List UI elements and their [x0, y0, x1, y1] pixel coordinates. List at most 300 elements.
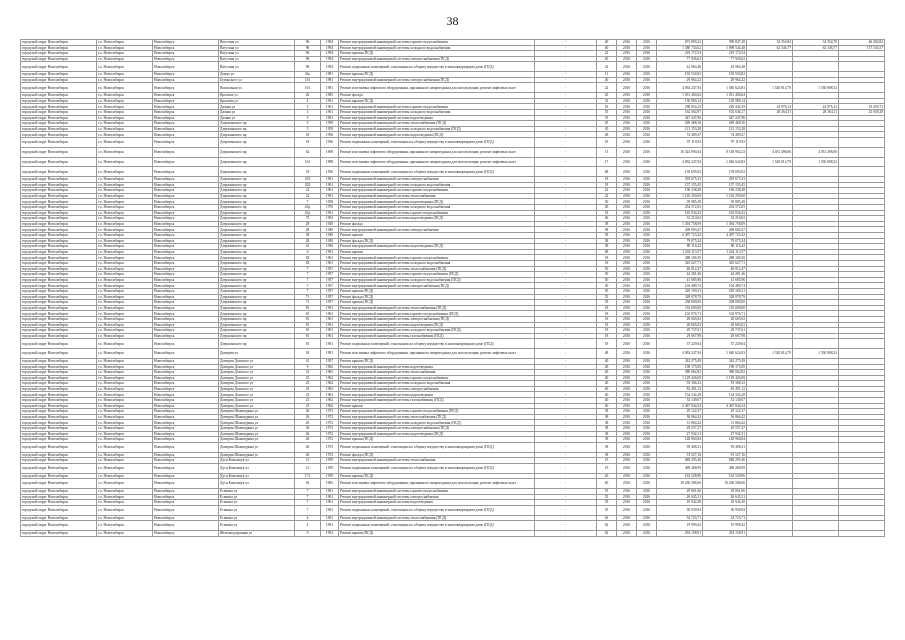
cell-work-type: Ремонт крыши (ПСД)	[339, 300, 535, 306]
cell-cost-fund: 18 942,40	[703, 500, 747, 506]
cell-district: г.о. Новосибирск	[97, 431, 153, 437]
cell-cost-fund: 29 061,66	[703, 488, 747, 494]
cell-street: Есенина ул	[219, 500, 295, 506]
cell-year-end: 2016	[637, 414, 657, 420]
cell-work-type: Ремонт внутридомовой инженерной системы электроснабжения (ПСД)	[339, 56, 535, 62]
cell-wear-percent: 58	[597, 238, 617, 244]
cell-house-number: 161	[295, 83, 321, 93]
cell-municipality: городской округ Новосибирск	[21, 349, 97, 359]
cell-cost-fund: 52 149,07	[703, 398, 747, 404]
cell-street: Железнодорожная ул	[219, 530, 295, 536]
cell-settlement: Новосибирск	[153, 233, 219, 239]
cell-municipality: городской округ Новосибирск	[21, 500, 97, 506]
cell-year-start: 2016	[617, 244, 637, 250]
cell-wear-percent: 19	[597, 458, 617, 464]
cell-wear-percent: 18	[597, 137, 617, 147]
table-row	[21, 62, 885, 72]
cell-year-start: 2016	[617, 233, 637, 239]
cell-municipality: городской округ Новосибирск	[21, 277, 97, 283]
cell-work-type: Ремонт внутридомовой инженерной системы горячего водоснабжения	[339, 255, 535, 261]
cell-district: г.о. Новосибирск	[97, 349, 153, 359]
cell-district: г.о. Новосибирск	[97, 294, 153, 300]
cell-cost-fund: 102 646,17	[703, 109, 747, 115]
cell-year-end: 2016	[637, 442, 657, 452]
table-row	[21, 147, 885, 157]
cell-year-built: 1956	[321, 132, 339, 138]
cell-year-end: 2016	[637, 364, 657, 370]
cell-work-type: Ремонт фасада (ПСД)	[339, 294, 535, 300]
cell-marker: -	[535, 132, 597, 138]
cell-year-built: 1957	[321, 288, 339, 294]
cell-district: г.о. Новосибирск	[97, 322, 153, 328]
cell-marker: -	[535, 227, 597, 233]
cell-total-cost: 162 364,97	[657, 109, 703, 115]
cell-wear-percent: 11	[597, 72, 617, 78]
cell-year-start: 2016	[617, 398, 637, 404]
cell-year-end: 2016	[637, 288, 657, 294]
cell-year-end: 2016	[637, 452, 657, 458]
cell-street: Дзержинского пр	[219, 283, 295, 289]
cell-year-built: 1962	[321, 403, 339, 409]
cell-municipality: городской округ Новосибирск	[21, 431, 97, 437]
cell-year-start: 2016	[617, 221, 637, 227]
cell-total-cost: 97 119,92	[657, 137, 703, 147]
cell-municipality: городской округ Новосибирск	[21, 137, 97, 147]
cell-year-built: 1976	[321, 205, 339, 211]
cell-cost-fund: 148 904,84	[703, 437, 747, 443]
cell-wear-percent: 18	[597, 305, 617, 311]
cell-year-start: 2016	[617, 104, 637, 110]
cell-year-built: 1962	[321, 392, 339, 398]
cell-cost-fund: 1 040 624,83	[703, 157, 747, 167]
cell-work-type: Ремонт внутридомовой инженерной системы холодного водоснабжения (ПСД)	[339, 277, 535, 283]
cell-settlement: Новосибирск	[153, 420, 219, 426]
cell-cost-budget-2: 62 346,77	[793, 45, 839, 51]
cell-district: г.о. Новосибирск	[97, 473, 153, 479]
cell-cost-budget-1: 1 520 814,79	[747, 83, 793, 93]
cell-wear-percent: 50	[597, 266, 617, 272]
cell-street: Дзержинского пр	[219, 339, 295, 349]
cell-work-type: Ремонт крыши (ПСД)	[339, 530, 535, 536]
cell-settlement: Новосибирск	[153, 283, 219, 289]
cell-district: г.о. Новосибирск	[97, 205, 153, 211]
cell-house-number: 81	[295, 333, 321, 339]
cell-settlement: Новосибирск	[153, 272, 219, 278]
cell-year-built: 1957	[321, 277, 339, 283]
cell-year-built: 1961	[321, 104, 339, 110]
cell-municipality: городской округ Новосибирск	[21, 370, 97, 376]
table-row	[21, 157, 885, 167]
cell-street: Дуси Ковальчук ул	[219, 473, 295, 479]
cell-total-cost: 238 000,00	[657, 300, 703, 306]
cell-year-start: 2016	[617, 300, 637, 306]
cell-street: Дмитрия Донского ул	[219, 381, 295, 387]
cell-street: Дмитрия ул	[219, 349, 295, 359]
cell-year-start: 2016	[617, 255, 637, 261]
cell-work-type: Ремонт крыши (ПСД)	[339, 437, 535, 443]
cell-year-built: 1972	[321, 437, 339, 443]
cell-marker: -	[535, 300, 597, 306]
cell-year-end: 2016	[637, 121, 657, 127]
cell-municipality: городской округ Новосибирск	[21, 210, 97, 216]
cell-settlement: Новосибирск	[153, 167, 219, 177]
cell-settlement: Новосибирск	[153, 288, 219, 294]
cell-year-end: 2016	[637, 255, 657, 261]
cell-year-built: 1961	[321, 316, 339, 322]
cell-house-number: 12	[295, 463, 321, 473]
cell-year-start: 2016	[617, 72, 637, 78]
cell-total-cost: 29 964,22	[657, 77, 703, 83]
cell-house-number: 28	[295, 221, 321, 227]
cell-municipality: городской округ Новосибирск	[21, 221, 97, 227]
cell-cost-fund: 29 122,37	[703, 409, 747, 415]
cell-cost-budget-2: 1 530 808,32	[793, 349, 839, 359]
cell-year-start: 2016	[617, 62, 637, 72]
cell-cost-fund: 139 695,02	[703, 167, 747, 177]
cell-marker: -	[535, 409, 597, 415]
cell-year-built: 1959	[321, 458, 339, 464]
cell-year-built: 1962	[321, 370, 339, 376]
cell-cost-budget-2	[793, 442, 839, 452]
cell-year-built: 1972	[321, 414, 339, 420]
cell-year-start: 2016	[617, 403, 637, 409]
cell-year-end: 2016	[637, 358, 657, 364]
cell-year-built: 1957	[321, 300, 339, 306]
cell-district: г.о. Новосибирск	[97, 210, 153, 216]
cell-street: Дуси Ковальчук ул	[219, 458, 295, 464]
cell-year-end: 2016	[637, 249, 657, 255]
cell-settlement: Новосибирск	[153, 311, 219, 317]
cell-municipality: городской округ Новосибирск	[21, 521, 97, 531]
cell-year-end: 2016	[637, 530, 657, 536]
cell-work-type: Ремонт подвальных помещений, относящихся к общему имуществу в многоквартирном доме (ПСД)	[339, 137, 535, 147]
cell-work-type: Ремонт внутридомовой инженерной системы горячего водоснабжения	[339, 488, 535, 494]
cell-settlement: Новосибирск	[153, 530, 219, 536]
cell-district: г.о. Новосибирск	[97, 132, 153, 138]
cell-cost-owners: 19 459,72	[839, 104, 885, 110]
cell-cost-owners	[839, 339, 885, 349]
cell-house-number: 161	[295, 77, 321, 83]
cell-house-number: 22	[295, 188, 321, 194]
cell-work-type: Ремонт фасада	[339, 221, 535, 227]
cell-year-start: 2016	[617, 199, 637, 205]
cell-wear-percent: 38	[597, 414, 617, 420]
cell-cost-fund: 234 572,05	[703, 205, 747, 211]
cell-street: Белинского ул	[219, 77, 295, 83]
cell-street: Дачная ул	[219, 104, 295, 110]
cell-year-built: 1956	[321, 244, 339, 250]
cell-settlement: Новосибирск	[153, 358, 219, 364]
cell-year-end: 2016	[637, 56, 657, 62]
cell-wear-percent: 45	[597, 121, 617, 127]
cell-wear-percent: 45	[597, 93, 617, 99]
cell-street: Ватутина ул	[219, 45, 295, 51]
cell-cost-fund: 345 627,71	[703, 261, 747, 267]
cell-cost-budget-1	[747, 505, 793, 515]
cell-wear-percent: 48	[597, 167, 617, 177]
cell-district: г.о. Новосибирск	[97, 188, 153, 194]
cell-municipality: городской округ Новосибирск	[21, 261, 97, 267]
cell-total-cost: 33 210,62	[657, 216, 703, 222]
cell-house-number: 18	[295, 349, 321, 359]
cell-district: г.о. Новосибирск	[97, 121, 153, 127]
cell-cost-fund: 1 165 250,60	[703, 193, 747, 199]
cell-street: Дзержинского пр	[219, 216, 295, 222]
cell-work-type: Ремонт внутридомовой инженерной системы теплоснабжения (ПСД)	[339, 414, 535, 420]
cell-wear-percent: 38	[597, 420, 617, 426]
cell-district: г.о. Новосибирск	[97, 300, 153, 306]
cell-year-start: 2016	[617, 386, 637, 392]
cell-district: г.о. Новосибирск	[97, 167, 153, 177]
cell-street: Дачная ул	[219, 115, 295, 121]
cell-year-start: 2016	[617, 305, 637, 311]
cell-street: Дмитрия Донского ул	[219, 386, 295, 392]
cell-district: г.о. Новосибирск	[97, 40, 153, 46]
cell-total-cost: 1 380 734,62	[657, 45, 703, 51]
cell-year-start: 2016	[617, 147, 637, 157]
cell-street: Дзержинского пр	[219, 132, 295, 138]
cell-wear-percent: 26	[597, 473, 617, 479]
cell-year-built: 1962	[321, 398, 339, 404]
cell-marker: -	[535, 109, 597, 115]
cell-year-built: 1994	[321, 40, 339, 46]
cell-work-type: Ремонт внутридомовой инженерной системы холодного водоснабжения	[339, 381, 535, 387]
cell-total-cost: 121 153,28	[657, 126, 703, 132]
cell-cost-budget-1	[747, 167, 793, 177]
cell-work-type: Ремонт внутридомовой инженерной системы теплоснабжения	[339, 458, 535, 464]
cell-cost-budget-1	[747, 62, 793, 72]
cell-marker: -	[535, 414, 597, 420]
cell-total-cost: 229 100,31	[657, 288, 703, 294]
cell-wear-percent: 40	[597, 392, 617, 398]
cell-wear-percent: 17	[597, 157, 617, 167]
cell-wear-percent: 40	[597, 45, 617, 51]
cell-year-built: 1981	[321, 349, 339, 359]
cell-street: Дмитрия Донского ул	[219, 392, 295, 398]
cell-year-built: 1961	[321, 249, 339, 255]
cell-street: Дмитрия Донского ул	[219, 403, 295, 409]
cell-marker: -	[535, 238, 597, 244]
cell-year-end: 2016	[637, 333, 657, 339]
cell-year-start: 2016	[617, 437, 637, 443]
cell-municipality: городской округ Новосибирск	[21, 300, 97, 306]
cell-total-cost: 30 930,94	[657, 505, 703, 515]
cell-total-cost: 288 106,50	[657, 255, 703, 261]
cell-year-built: 1961	[321, 98, 339, 104]
cell-settlement: Новосибирск	[153, 244, 219, 250]
cell-street: Есенина ул	[219, 494, 295, 500]
cell-marker: -	[535, 56, 597, 62]
cell-year-built: 1994	[321, 51, 339, 57]
cell-year-start: 2016	[617, 530, 637, 536]
cell-house-number: 9	[295, 364, 321, 370]
cell-house-number: 18	[295, 137, 321, 147]
cell-cost-budget-2	[793, 505, 839, 515]
cell-municipality: городской округ Новосибирск	[21, 283, 97, 289]
cell-wear-percent: 46	[597, 216, 617, 222]
capital-repair-table	[20, 39, 885, 537]
cell-settlement: Новосибирск	[153, 370, 219, 376]
cell-wear-percent: 38	[597, 409, 617, 415]
cell-work-type: Ремонт крыши (ПСД)	[339, 51, 535, 57]
cell-district: г.о. Новосибирск	[97, 381, 153, 387]
cell-wear-percent: 40	[597, 56, 617, 62]
cell-street: Дмитрия Донского ул	[219, 398, 295, 404]
cell-municipality: городской округ Новосибирск	[21, 83, 97, 93]
cell-district: г.о. Новосибирск	[97, 272, 153, 278]
cell-district: г.о. Новосибирск	[97, 56, 153, 62]
cell-cost-fund: 380 062,82	[703, 370, 747, 376]
cell-year-built: 1962	[321, 364, 339, 370]
cell-year-end: 2016	[637, 45, 657, 51]
cell-house-number: 161	[295, 157, 321, 167]
cell-cost-fund: 192 534,82	[703, 72, 747, 78]
cell-cost-fund: 46 012,47	[703, 266, 747, 272]
cell-year-built: 1957	[321, 272, 339, 278]
cell-municipality: городской округ Новосибирск	[21, 328, 97, 334]
cell-street: Дзержинского пр	[219, 288, 295, 294]
cell-cost-fund: 293 675,33	[703, 177, 747, 183]
cell-settlement: Новосибирск	[153, 294, 219, 300]
cell-year-end: 2016	[637, 479, 657, 489]
cell-cost-fund: 328 978,79	[703, 294, 747, 300]
cell-year-start: 2016	[617, 339, 637, 349]
cell-municipality: городской округ Новосибирск	[21, 233, 97, 239]
cell-year-end: 2016	[637, 72, 657, 78]
cell-municipality: городской округ Новосибирск	[21, 266, 97, 272]
cell-marker: -	[535, 426, 597, 432]
cell-year-built: 1952	[321, 530, 339, 536]
cell-year-built: 1956	[321, 167, 339, 177]
cell-year-end: 2016	[637, 458, 657, 464]
cell-cost-budget-2: 34 354,70	[793, 40, 839, 46]
cell-municipality: городской округ Новосибирск	[21, 109, 97, 115]
cell-municipality: городской округ Новосибирск	[21, 104, 97, 110]
cell-street: Дзержинского пр	[219, 205, 295, 211]
cell-year-end: 2016	[637, 403, 657, 409]
cell-district: г.о. Новосибирск	[97, 193, 153, 199]
cell-total-cost: 192 534,82	[657, 72, 703, 78]
cell-wear-percent: 55	[597, 488, 617, 494]
cell-marker: -	[535, 515, 597, 521]
cell-district: г.о. Новосибирск	[97, 420, 153, 426]
cell-marker: -	[535, 392, 597, 398]
cell-work-type: Ремонт внутридомовой инженерной системы электроснабжения	[339, 386, 535, 392]
cell-wear-percent: 19	[597, 463, 617, 473]
cell-total-cost: 52 149,07	[657, 398, 703, 404]
cell-district: г.о. Новосибирск	[97, 386, 153, 392]
cell-work-type: Ремонт внутридомовой инженерной системы холодного водоснабжения (ПСД)	[339, 420, 535, 426]
cell-settlement: Новосибирск	[153, 431, 219, 437]
cell-settlement: Новосибирск	[153, 147, 219, 157]
cell-year-built: 1957	[321, 358, 339, 364]
cell-total-cost: 347 247,96	[657, 115, 703, 121]
cell-cost-budget-1	[747, 479, 793, 489]
cell-wear-percent: 58	[597, 227, 617, 233]
cell-street: Дзержинского пр	[219, 333, 295, 339]
cell-year-start: 2016	[617, 188, 637, 194]
cell-cost-budget-1: 28 364,11	[747, 109, 793, 115]
table-body	[21, 40, 885, 537]
cell-municipality: городской округ Новосибирск	[21, 227, 97, 233]
cell-year-start: 2016	[617, 494, 637, 500]
cell-total-cost: 104 489,74	[657, 283, 703, 289]
cell-work-type: Ремонт внутридомовой инженерной системы электроснабжения (ПСД)	[339, 316, 535, 322]
cell-house-number: 23	[295, 370, 321, 376]
cell-house-number: 71	[295, 294, 321, 300]
cell-settlement: Новосибирск	[153, 98, 219, 104]
cell-work-type: Ремонт внутридомовой инженерной системы холодного водоснабжения	[339, 182, 535, 188]
cell-municipality: городской округ Новосибирск	[21, 126, 97, 132]
cell-year-built: 1981	[321, 72, 339, 78]
cell-year-end: 2016	[637, 104, 657, 110]
cell-district: г.о. Новосибирск	[97, 283, 153, 289]
cell-municipality: городской округ Новосибирск	[21, 381, 97, 387]
cell-street: Ватутина ул	[219, 40, 295, 46]
cell-district: г.о. Новосибирск	[97, 255, 153, 261]
cell-cost-fund: 229 100,31	[703, 288, 747, 294]
cell-year-end: 2016	[637, 177, 657, 183]
cell-year-end: 2016	[637, 98, 657, 104]
cell-year-start: 2016	[617, 182, 637, 188]
cell-house-number: 26	[295, 93, 321, 99]
cell-house-number: 3	[295, 109, 321, 115]
cell-year-start: 2016	[617, 261, 637, 267]
cell-municipality: городской округ Новосибирск	[21, 167, 97, 177]
cell-municipality: городской округ Новосибирск	[21, 426, 97, 432]
cell-municipality: городской округ Новосибирск	[21, 193, 97, 199]
cell-total-cost: 848 295,46	[657, 458, 703, 464]
cell-year-built: 1961	[321, 311, 339, 317]
cell-street: Дмитрия Донского ул	[219, 364, 295, 370]
cell-street: Дмитрия Донского ул	[219, 375, 295, 381]
cell-municipality: городской округ Новосибирск	[21, 530, 97, 536]
cell-house-number: 23	[295, 398, 321, 404]
cell-work-type: Ремонт подвальных помещений, относящихся к общему имуществу в многоквартирном доме (ПСД)	[339, 521, 535, 531]
cell-year-built: 1994	[321, 62, 339, 72]
cell-total-cost: 16 324 994,64	[657, 147, 703, 157]
cell-year-start: 2016	[617, 515, 637, 521]
cell-district: г.о. Новосибирск	[97, 199, 153, 205]
cell-cost-fund: 19 999,42	[703, 521, 747, 531]
cell-year-built: 1961	[321, 261, 339, 267]
cell-municipality: городской округ Новосибирск	[21, 177, 97, 183]
cell-district: г.о. Новосибирск	[97, 316, 153, 322]
cell-year-built: 1961	[321, 515, 339, 521]
cell-work-type: Ремонт внутридомовой инженерной системы горячего водоснабжения	[339, 210, 535, 216]
cell-work-type: Ремонт крыши	[339, 403, 535, 409]
cell-district: г.о. Новосибирск	[97, 479, 153, 489]
cell-district: г.о. Новосибирск	[97, 93, 153, 99]
cell-house-number: 4	[295, 98, 321, 104]
cell-year-start: 2016	[617, 463, 637, 473]
cell-wear-percent: 40	[597, 386, 617, 392]
cell-year-built: 1949	[321, 233, 339, 239]
cell-year-end: 2016	[637, 266, 657, 272]
cell-marker: -	[535, 177, 597, 183]
cell-wear-percent: 40	[597, 375, 617, 381]
cell-cost-fund: 269 003,47	[703, 227, 747, 233]
cell-total-cost: 74 409,47	[657, 132, 703, 138]
cell-work-type: Ремонт внутридомовой инженерной системы холодного водоснабжения (ПСД)	[339, 328, 535, 334]
cell-total-cost: 4 092 247,94	[657, 349, 703, 359]
cell-settlement: Новосибирск	[153, 188, 219, 194]
cell-total-cost: 196 238,48	[657, 188, 703, 194]
cell-municipality: городской округ Новосибирск	[21, 244, 97, 250]
cell-wear-percent: 18	[597, 311, 617, 317]
cell-marker: -	[535, 157, 597, 167]
cell-year-start: 2016	[617, 177, 637, 183]
